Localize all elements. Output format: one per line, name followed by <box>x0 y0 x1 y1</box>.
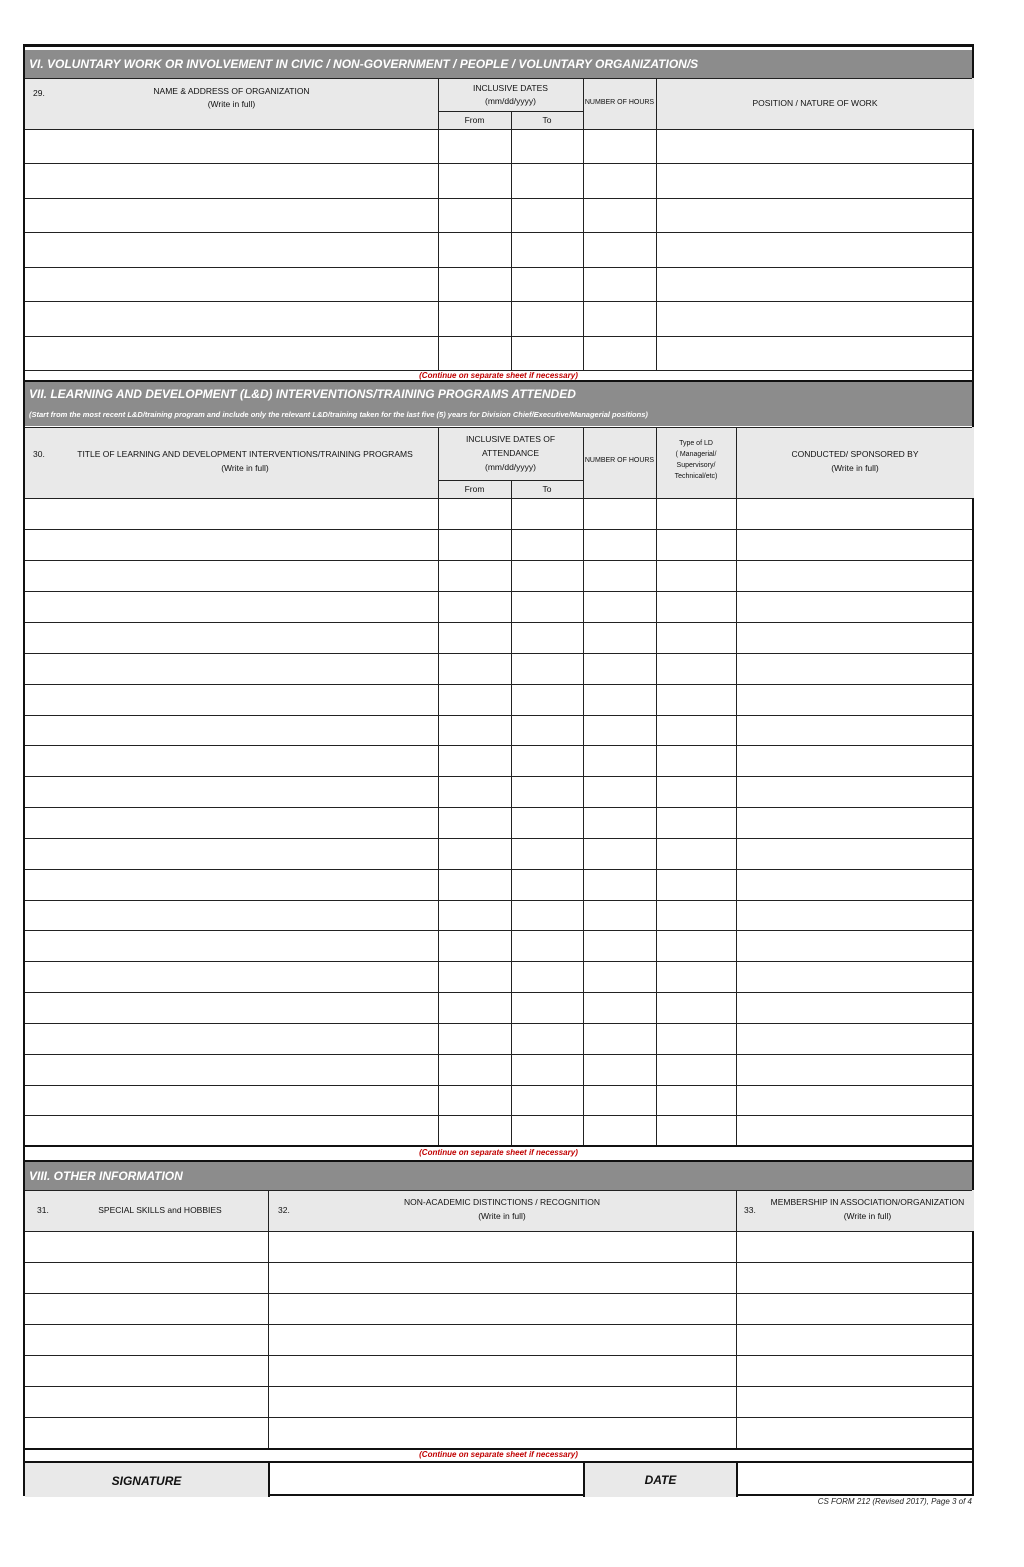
section7-number: 30. <box>33 449 45 459</box>
section7-title-header: TITLE OF LEARNING AND DEVELOPMENT INTERVENTIONS/TRAINING PROGRAMS <box>77 449 413 459</box>
section7-to: To <box>542 484 552 494</box>
section6-position-header: POSITION / NATURE OF WORK <box>752 98 878 108</box>
section7-type-1: Type of LD <box>679 440 713 447</box>
section8-number-31: 31. <box>37 1205 49 1215</box>
section7-type-2: ( Managerial/ <box>675 451 717 458</box>
signature-field[interactable] <box>270 1463 583 1497</box>
section7-continue-note: (Continue on separate sheet if necessary) <box>419 1148 578 1157</box>
section8-continue-note: (Continue on separate sheet if necessary) <box>419 1450 578 1459</box>
section7-type-3: Supervisory/ <box>676 462 716 469</box>
section7-subtitle: (Start from the most recent L&D/training program and include only the relevant L&D/training taken for the last five (5) years for Division Chief/Executive/Managerial positions) <box>29 410 648 419</box>
section6-org-header: NAME & ADDRESS OF ORGANIZATION <box>153 86 310 96</box>
section7-sponsor-header: CONDUCTED/ SPONSORED BY <box>791 449 919 459</box>
section7-sponsor-sub: (Write in full) <box>831 463 879 473</box>
section6-to: To <box>542 115 552 125</box>
section7-dates-header-2: ATTENDANCE <box>482 448 539 458</box>
section7-hours-header: NUMBER OF HOURS <box>584 457 655 464</box>
pds-form-page <box>23 44 974 1496</box>
section6-org-sub: (Write in full) <box>207 99 256 109</box>
section7-title: VII. LEARNING AND DEVELOPMENT (L&D) INTERVENTIONS/TRAINING PROGRAMS ATTENDED <box>29 387 576 401</box>
section7-type-4: Technical/etc) <box>674 473 718 480</box>
form-footer: CS FORM 212 (Revised 2017), Page 3 of 4 <box>817 1497 972 1506</box>
section6-number: 29. <box>33 88 45 98</box>
section8-membership-header: MEMBERSHIP IN ASSOCIATION/ORGANIZATION <box>770 1197 965 1207</box>
section7-dates-sub: (mm/dd/yyyy) <box>485 462 536 472</box>
section8-number-32: 32. <box>278 1205 290 1215</box>
section6-from: From <box>464 115 485 125</box>
date-field[interactable] <box>738 1463 974 1497</box>
date-label: DATE <box>644 1473 677 1487</box>
section8-skills-header: SPECIAL SKILLS and HOBBIES <box>98 1205 222 1215</box>
section8-membership-sub: (Write in full) <box>843 1211 892 1221</box>
section7-from: From <box>464 484 485 494</box>
section8-number-33: 33. <box>744 1205 756 1215</box>
signature-label: SIGNATURE <box>111 1474 182 1488</box>
section8-distinctions-header: NON-ACADEMIC DISTINCTIONS / RECOGNITION <box>404 1197 600 1207</box>
section8-distinctions-sub: (Write in full) <box>478 1211 526 1221</box>
section6-continue-note: (Continue on separate sheet if necessary) <box>419 371 578 380</box>
section7-dates-header-1: INCLUSIVE DATES OF <box>465 434 556 444</box>
section8-title: VIII. OTHER INFORMATION <box>25 1162 972 1190</box>
section7-title-sub: (Write in full) <box>221 463 269 473</box>
section6-dates-header: INCLUSIVE DATES <box>473 83 548 93</box>
section6-dates-sub: (mm/dd/yyyy) <box>485 96 536 106</box>
section6-title: VI. VOLUNTARY WORK OR INVOLVEMENT IN CIVIC / NON-GOVERNMENT / PEOPLE / VOLUNTARY ORGANIZATION/S <box>25 50 972 78</box>
section6-hours-header: NUMBER OF HOURS <box>584 99 655 106</box>
